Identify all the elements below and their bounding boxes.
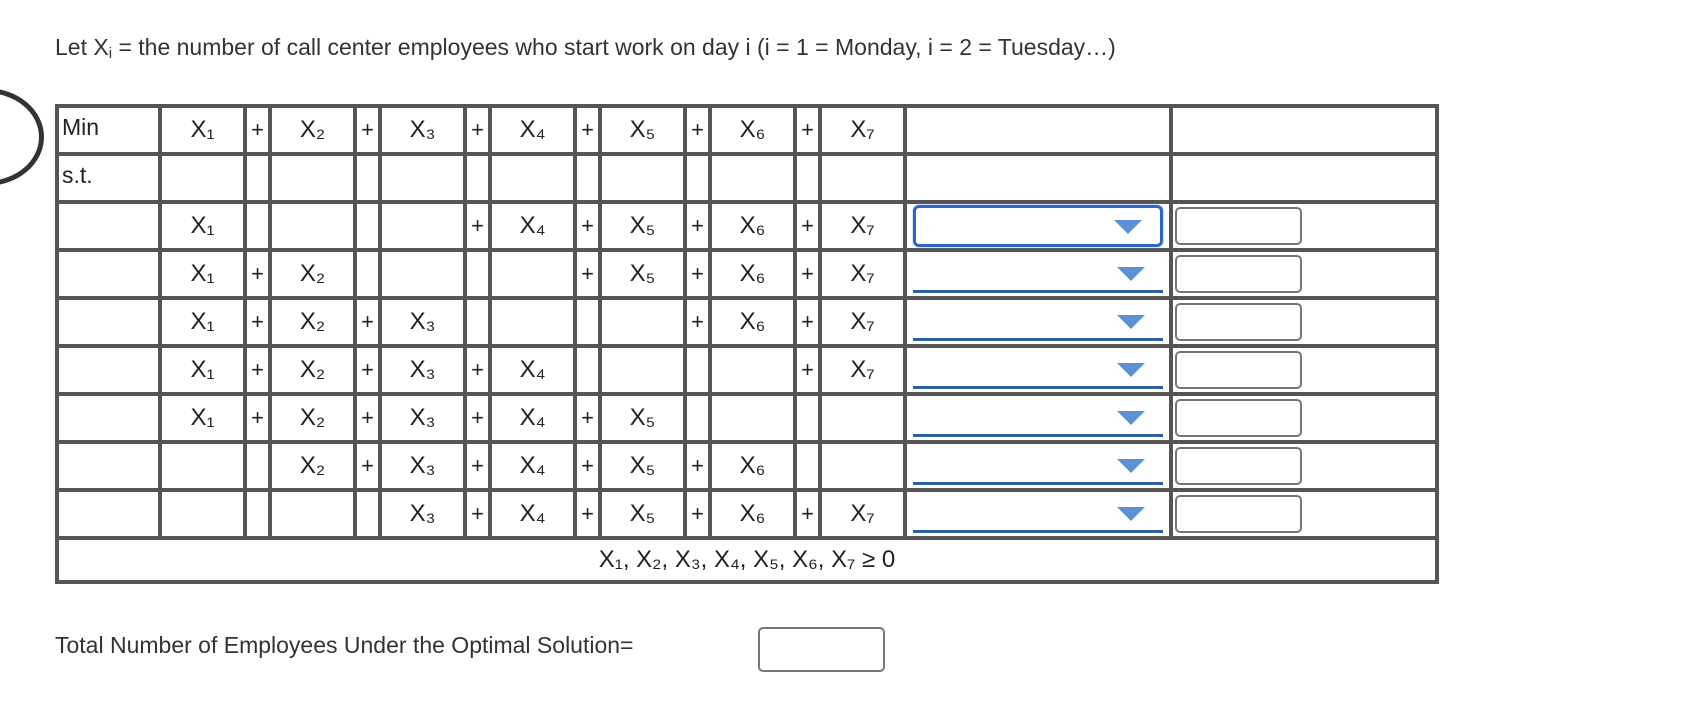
c4-x1: X₁ <box>160 346 245 394</box>
c1-relation-dropdown[interactable] <box>913 205 1163 247</box>
plus-sign: + <box>685 442 710 490</box>
c2-x6: X₆ <box>710 250 795 298</box>
constraint-row-2 <box>57 250 1437 298</box>
c2-relation-dropdown[interactable] <box>913 255 1163 293</box>
c5-rhs-cell <box>1171 394 1437 442</box>
plus-sign: + <box>355 394 380 442</box>
chevron-down-icon <box>1117 411 1145 425</box>
c7-rhs-input[interactable] <box>1175 495 1302 533</box>
plus-sign: + <box>465 394 490 442</box>
c7-x3: X₃ <box>380 490 465 538</box>
empty-cell <box>160 442 245 490</box>
c4-x2: X₂ <box>270 346 355 394</box>
plus-sign: + <box>575 394 600 442</box>
c4-x4: X₄ <box>490 346 575 394</box>
empty-cell <box>465 298 490 346</box>
empty-cell <box>710 394 795 442</box>
obj-x6: X₆ <box>710 106 795 154</box>
empty-cell <box>710 346 795 394</box>
empty-cell <box>905 106 1171 154</box>
empty-cell <box>905 154 1171 202</box>
c4-x7: X₇ <box>820 346 905 394</box>
c6-rhs-cell <box>1171 442 1437 490</box>
plus-sign: + <box>465 106 490 154</box>
empty-cell <box>1171 154 1437 202</box>
nonnegativity-constraint: X₁, X₂, X₃, X₄, X₅, X₆, X₇ ≥ 0 <box>57 538 1437 582</box>
c2-x2: X₂ <box>270 250 355 298</box>
empty-cell <box>57 250 160 298</box>
c5-relation-cell <box>905 394 1171 442</box>
c1-x6: X₆ <box>710 202 795 250</box>
c6-rhs-input[interactable] <box>1175 447 1302 485</box>
empty-cell <box>57 298 160 346</box>
c7-rhs-cell <box>1171 490 1437 538</box>
c6-relation-cell <box>905 442 1171 490</box>
empty-cell <box>1171 106 1437 154</box>
empty-cell <box>575 346 600 394</box>
empty-cell <box>57 490 160 538</box>
empty-cell <box>380 250 465 298</box>
plus-sign: + <box>355 442 380 490</box>
c1-x1: X₁ <box>160 202 245 250</box>
c3-x7: X₇ <box>820 298 905 346</box>
plus-sign: + <box>465 202 490 250</box>
empty-cell <box>270 490 355 538</box>
empty-cell <box>245 442 270 490</box>
c5-x2: X₂ <box>270 394 355 442</box>
c3-relation-dropdown[interactable] <box>913 303 1163 341</box>
c5-rhs-input[interactable] <box>1175 399 1302 437</box>
plus-sign: + <box>355 106 380 154</box>
plus-sign: + <box>575 442 600 490</box>
plus-sign: + <box>465 442 490 490</box>
obj-x2: X₂ <box>270 106 355 154</box>
empty-cell <box>490 298 575 346</box>
c6-relation-dropdown[interactable] <box>913 447 1163 485</box>
total-employees-label: Total Number of Employees Under the Optimal Solution= <box>55 632 634 658</box>
constraint-row-1 <box>57 202 1437 250</box>
c4-relation-cell <box>905 346 1171 394</box>
c3-x3: X₃ <box>380 298 465 346</box>
plus-sign: + <box>795 106 820 154</box>
objective-row <box>57 106 1437 154</box>
constraint-row-3 <box>57 298 1437 346</box>
empty-cell <box>245 202 270 250</box>
empty-cell <box>600 298 685 346</box>
empty-cell <box>685 394 710 442</box>
empty-cell <box>355 490 380 538</box>
c6-x4: X₄ <box>490 442 575 490</box>
obj-x3: X₃ <box>380 106 465 154</box>
chevron-down-icon <box>1117 363 1145 377</box>
c7-x7: X₇ <box>820 490 905 538</box>
plus-sign: + <box>685 250 710 298</box>
empty-cell <box>270 154 355 202</box>
c3-x1: X₁ <box>160 298 245 346</box>
c7-x4: X₄ <box>490 490 575 538</box>
obj-x7: X₇ <box>820 106 905 154</box>
empty-cell <box>710 154 795 202</box>
empty-cell <box>490 154 575 202</box>
constraint-row-6 <box>57 442 1437 490</box>
empty-cell <box>820 154 905 202</box>
empty-cell <box>355 250 380 298</box>
empty-cell <box>270 202 355 250</box>
empty-cell <box>245 154 270 202</box>
plus-sign: + <box>685 106 710 154</box>
c5-relation-dropdown[interactable] <box>913 399 1163 437</box>
c1-relation-cell <box>905 202 1171 250</box>
plus-sign: + <box>245 394 270 442</box>
chevron-down-icon <box>1117 267 1145 281</box>
empty-cell <box>57 202 160 250</box>
c5-x1: X₁ <box>160 394 245 442</box>
empty-cell <box>600 346 685 394</box>
empty-cell <box>57 394 160 442</box>
c1-x4: X₄ <box>490 202 575 250</box>
plus-sign: + <box>795 298 820 346</box>
empty-cell <box>685 154 710 202</box>
plus-sign: + <box>465 490 490 538</box>
empty-cell <box>685 346 710 394</box>
subject-to-label: s.t. <box>57 154 160 202</box>
c2-x1: X₁ <box>160 250 245 298</box>
constraint-row-7 <box>57 490 1437 538</box>
empty-cell <box>355 202 380 250</box>
lp-model-table <box>55 104 1439 584</box>
plus-sign: + <box>575 202 600 250</box>
empty-cell <box>380 202 465 250</box>
empty-cell <box>465 250 490 298</box>
c4-rhs-cell <box>1171 346 1437 394</box>
total-employees-input[interactable] <box>758 627 885 672</box>
corner-circle-decoration <box>0 88 44 186</box>
c3-x2: X₂ <box>270 298 355 346</box>
c7-x5: X₅ <box>600 490 685 538</box>
empty-cell <box>575 298 600 346</box>
obj-x5: X₅ <box>600 106 685 154</box>
c5-x5: X₅ <box>600 394 685 442</box>
empty-cell <box>795 394 820 442</box>
c5-x4: X₄ <box>490 394 575 442</box>
plus-sign: + <box>245 346 270 394</box>
c2-rhs-input[interactable] <box>1175 255 1302 293</box>
c6-x3: X₃ <box>380 442 465 490</box>
plus-sign: + <box>465 346 490 394</box>
c2-x7: X₇ <box>820 250 905 298</box>
empty-cell <box>465 154 490 202</box>
c1-x7: X₇ <box>820 202 905 250</box>
c6-x2: X₂ <box>270 442 355 490</box>
obj-x1: X₁ <box>160 106 245 154</box>
plus-sign: + <box>795 250 820 298</box>
plus-sign: + <box>575 490 600 538</box>
plus-sign: + <box>355 346 380 394</box>
c3-rhs-cell <box>1171 298 1437 346</box>
empty-cell <box>600 154 685 202</box>
c6-x6: X₆ <box>710 442 795 490</box>
empty-cell <box>160 154 245 202</box>
c1-rhs-input[interactable] <box>1175 207 1302 245</box>
empty-cell <box>575 154 600 202</box>
empty-cell <box>820 442 905 490</box>
c3-x6: X₆ <box>710 298 795 346</box>
empty-cell <box>57 442 160 490</box>
plus-sign: + <box>355 298 380 346</box>
c7-relation-dropdown[interactable] <box>913 495 1163 533</box>
constraint-row-4 <box>57 346 1437 394</box>
c4-rhs-input[interactable] <box>1175 351 1302 389</box>
chevron-down-icon <box>1117 315 1145 329</box>
plus-sign: + <box>795 490 820 538</box>
empty-cell <box>380 154 465 202</box>
nonnegativity-row <box>57 538 1437 582</box>
c4-relation-dropdown[interactable] <box>913 351 1163 389</box>
chevron-down-icon <box>1114 220 1142 234</box>
obj-x4: X₄ <box>490 106 575 154</box>
empty-cell <box>490 250 575 298</box>
problem-statement: Let $X_i$ = the number of call center employees who start work on day i (i = 1 = Monday, i = 2 = Tuesday…) <box>55 34 1116 62</box>
plus-sign: + <box>575 106 600 154</box>
plus-sign: + <box>245 106 270 154</box>
min-label: Min <box>57 106 160 154</box>
plus-sign: + <box>245 298 270 346</box>
subject-to-row <box>57 154 1437 202</box>
empty-cell <box>355 154 380 202</box>
c7-x6: X₆ <box>710 490 795 538</box>
chevron-down-icon <box>1117 459 1145 473</box>
c7-relation-cell <box>905 490 1171 538</box>
empty-cell <box>820 394 905 442</box>
c5-x3: X₃ <box>380 394 465 442</box>
plus-sign: + <box>685 298 710 346</box>
c1-x5: X₅ <box>600 202 685 250</box>
plus-sign: + <box>575 250 600 298</box>
empty-cell <box>57 346 160 394</box>
c2-relation-cell <box>905 250 1171 298</box>
c3-rhs-input[interactable] <box>1175 303 1302 341</box>
plus-sign: + <box>685 202 710 250</box>
plus-sign: + <box>795 202 820 250</box>
empty-cell <box>795 442 820 490</box>
c3-relation-cell <box>905 298 1171 346</box>
c2-x5: X₅ <box>600 250 685 298</box>
c6-x5: X₅ <box>600 442 685 490</box>
empty-cell <box>245 490 270 538</box>
plus-sign: + <box>245 250 270 298</box>
plus-sign: + <box>795 346 820 394</box>
chevron-down-icon <box>1117 507 1145 521</box>
c2-rhs-cell <box>1171 250 1437 298</box>
c4-x3: X₃ <box>380 346 465 394</box>
constraint-row-5 <box>57 394 1437 442</box>
empty-cell <box>160 490 245 538</box>
plus-sign: + <box>685 490 710 538</box>
c1-rhs-cell <box>1171 202 1437 250</box>
empty-cell <box>795 154 820 202</box>
